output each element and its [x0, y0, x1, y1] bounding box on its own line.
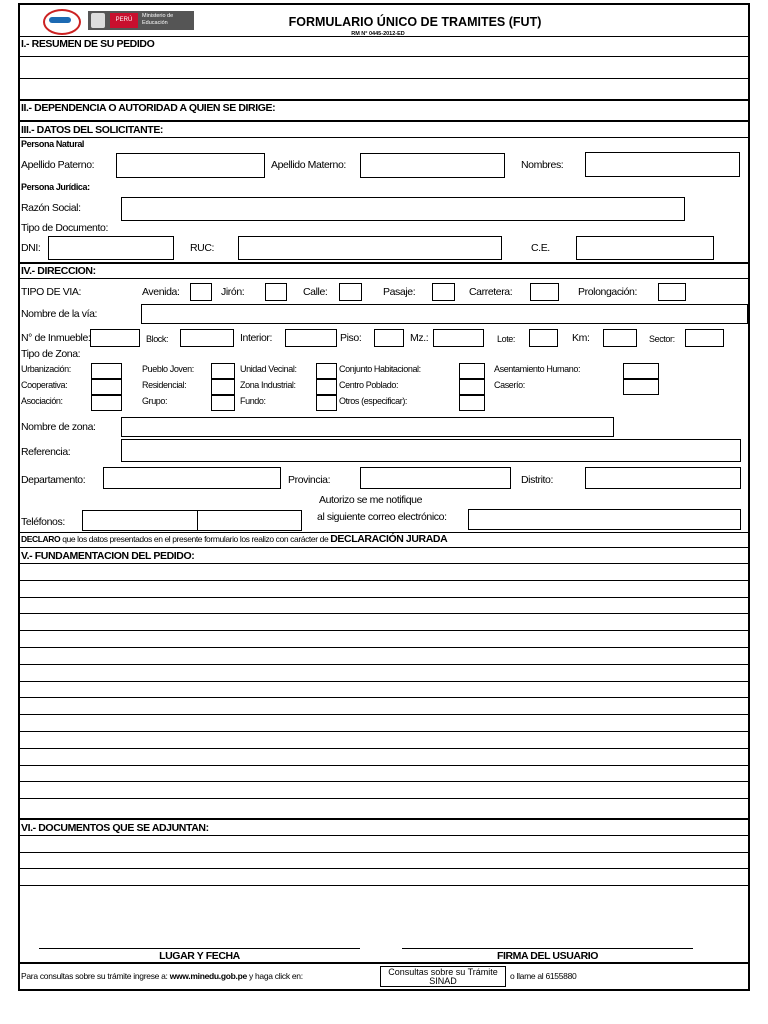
ruled-line — [19, 597, 749, 598]
email-field[interactable] — [468, 509, 741, 530]
asentamiento-checkbox[interactable] — [623, 363, 659, 379]
pasaje-checkbox[interactable] — [432, 283, 455, 301]
calle-label: Calle: — [303, 286, 328, 298]
pasaje-label: Pasaje: — [383, 286, 416, 298]
urbanizacion-label: Urbanización: — [21, 364, 71, 374]
ruled-line — [19, 563, 749, 564]
centro-poblado-label: Centro Poblado: — [339, 380, 399, 390]
section-3-title: III.- DATOS DEL SOLICITANTE: — [21, 124, 164, 136]
minedu-link[interactable]: www.minedu.gob.pe — [169, 971, 247, 981]
lugar-fecha-label: LUGAR Y FECHA — [159, 950, 240, 962]
nombre-zona-label: Nombre de zona: — [21, 421, 96, 433]
ruled-line — [19, 765, 749, 766]
ruled-line — [19, 835, 749, 836]
section-5-title: V.- FUNDAMENTACION DEL PEDIDO: — [21, 550, 195, 562]
mz-field[interactable] — [433, 329, 484, 347]
lugar-fecha-line — [39, 948, 360, 949]
block-field[interactable] — [180, 329, 234, 347]
distrito-field[interactable] — [585, 467, 741, 489]
centro-poblado-checkbox[interactable] — [459, 379, 485, 395]
ministry-label: Ministerio de Educación — [142, 13, 174, 26]
nombre-via-field[interactable] — [141, 304, 748, 324]
unidad-vecinal-checkbox[interactable] — [316, 363, 337, 379]
jiron-label: Jirón: — [221, 286, 245, 298]
apellido-materno-label: Apellido Materno: — [271, 159, 346, 171]
firma-line — [402, 948, 693, 949]
conjunto-hab-checkbox[interactable] — [459, 363, 485, 379]
phone-text: o llame al 6155880 — [510, 971, 577, 981]
prolongacion-label: Prolongación: — [578, 286, 638, 298]
declaracion-jurada-text: DECLARO que los datos presentados en el presente formulario los realizo con carácter de DECLARACIÓN JURADA — [21, 533, 448, 545]
urbanizacion-checkbox[interactable] — [91, 363, 122, 379]
cooperativa-label: Cooperativa: — [21, 380, 68, 390]
section-6-title: VI.- DOCUMENTOS QUE SE ADJUNTAN: — [21, 822, 209, 834]
provincia-label: Provincia: — [288, 474, 331, 486]
page-title: FORMULARIO ÚNICO DE TRAMITES (FUT) — [288, 15, 542, 29]
fundo-label: Fundo: — [240, 396, 266, 406]
asentamiento-label: Asentamiento Humano: — [494, 364, 581, 374]
zona-industrial-checkbox[interactable] — [316, 379, 337, 395]
asociacion-label: Asociación: — [21, 396, 63, 406]
carretera-label: Carretera: — [469, 286, 513, 298]
tipo-documento-label: Tipo de Documento: — [21, 222, 108, 234]
apellido-paterno-field[interactable] — [116, 153, 265, 178]
telefono-field-2[interactable] — [197, 510, 302, 531]
ruled-line — [19, 580, 749, 581]
section-2-title: II.- DEPENDENCIA O AUTORIDAD A QUIEN SE DIRIGE: — [21, 102, 276, 114]
razon-social-field[interactable] — [121, 197, 685, 221]
nombre-zona-field[interactable] — [121, 417, 614, 437]
calle-checkbox[interactable] — [339, 283, 362, 301]
num-inmueble-field[interactable] — [90, 329, 140, 347]
peru-label: PERÚ — [110, 13, 138, 28]
ruled-line — [19, 697, 749, 698]
referencia-field[interactable] — [121, 439, 741, 462]
nombres-label: Nombres: — [521, 159, 564, 171]
firma-label: FIRMA DEL USUARIO — [496, 950, 599, 962]
sinad-button[interactable]: Consultas sobre su Trámite SINAD — [380, 966, 506, 987]
ruled-line — [19, 647, 749, 648]
ruled-line — [19, 731, 749, 732]
interior-label: Interior: — [240, 332, 272, 344]
apellido-materno-field[interactable] — [360, 153, 505, 178]
minedu-logo — [43, 9, 81, 35]
ruled-line — [19, 681, 749, 682]
jiron-checkbox[interactable] — [265, 283, 287, 301]
grupo-checkbox[interactable] — [211, 395, 235, 411]
block-label: Block: — [146, 334, 169, 344]
prolongacion-checkbox[interactable] — [658, 283, 686, 301]
telefono-field-1[interactable] — [82, 510, 198, 531]
avenida-checkbox[interactable] — [190, 283, 212, 301]
lote-field[interactable] — [529, 329, 558, 347]
ruled-line — [19, 748, 749, 749]
autorizo-label-2: al siguiente correo electrónico: — [317, 511, 447, 523]
piso-field[interactable] — [374, 329, 404, 347]
autorizo-label-1: Autorizo se me notifique — [319, 494, 423, 506]
fundo-checkbox[interactable] — [316, 395, 337, 411]
ruled-line — [19, 630, 749, 631]
persona-natural-label: Persona Natural — [21, 139, 85, 149]
zona-industrial-label: Zona Industrial: — [240, 380, 296, 390]
departamento-label: Departamento: — [21, 474, 86, 486]
num-inmueble-label: N° de Inmueble: — [21, 332, 91, 344]
referencia-label: Referencia: — [21, 446, 71, 458]
sector-label: Sector: — [649, 334, 675, 344]
otros-label: Otros (especificar): — [339, 396, 408, 406]
ruled-line — [19, 613, 749, 614]
ruled-line — [19, 714, 749, 715]
ruc-label: RUC: — [190, 242, 215, 254]
ruled-line — [19, 885, 749, 886]
km-label: Km: — [572, 332, 590, 344]
ruled-line — [19, 781, 749, 782]
tipo-via-label: TIPO DE VIA: — [21, 286, 81, 298]
persona-juridica-label: Persona Jurídica: — [21, 182, 90, 192]
carretera-checkbox[interactable] — [530, 283, 559, 301]
section-1-title: I.- RESUMEN DE SU PEDIDO — [21, 38, 155, 50]
unidad-vecinal-label: Unidad Vecinal: — [240, 364, 297, 374]
conjunto-hab-label: Conjunto Habitacional: — [339, 364, 421, 374]
ruled-line — [19, 852, 749, 853]
distrito-label: Distrito: — [521, 474, 553, 486]
residencial-checkbox[interactable] — [211, 379, 235, 395]
ruled-line — [19, 664, 749, 665]
ce-label: C.E. — [531, 242, 550, 254]
departamento-field[interactable] — [103, 467, 281, 489]
pueblo-joven-checkbox[interactable] — [211, 363, 235, 379]
apellido-paterno-label: Apellido Paterno: — [21, 159, 95, 171]
km-field[interactable] — [603, 329, 637, 347]
ruled-line — [19, 798, 749, 799]
grupo-label: Grupo: — [142, 396, 168, 406]
razon-social-label: Razón Social: — [21, 202, 81, 214]
avenida-label: Avenida: — [142, 286, 180, 298]
pueblo-joven-label: Pueblo Joven: — [142, 364, 194, 374]
ruc-field[interactable] — [238, 236, 502, 260]
ruled-line — [19, 868, 749, 869]
nombre-via-label: Nombre de la vía: — [21, 308, 98, 320]
resumen-line-2[interactable] — [21, 79, 747, 99]
caserio-checkbox[interactable] — [623, 379, 659, 395]
shield-icon — [91, 13, 105, 28]
telefonos-label: Teléfonos: — [21, 516, 65, 528]
rm-number: RM N° 0445-2012-ED — [351, 31, 405, 37]
peru-ministry-logo — [88, 11, 194, 30]
asociacion-checkbox[interactable] — [91, 395, 122, 411]
section-4-title: IV.- DIRECCION: — [21, 265, 96, 277]
lote-label: Lote: — [497, 334, 516, 344]
dni-field[interactable] — [48, 236, 174, 260]
otros-checkbox[interactable] — [459, 395, 485, 411]
tipo-zona-label: Tipo de Zona: — [21, 348, 81, 360]
piso-label: Piso: — [340, 332, 362, 344]
consultas-text: Para consultas sobre su trámite ingrese a: www.minedu.gob.pe y haga click en: — [21, 971, 303, 981]
dni-label: DNI: — [21, 242, 41, 254]
resumen-line-1[interactable] — [21, 58, 747, 78]
mz-label: Mz.: — [410, 332, 429, 344]
caserio-label: Caserío: — [494, 380, 525, 390]
ce-field[interactable] — [576, 236, 714, 260]
sector-field[interactable] — [685, 329, 724, 347]
residencial-label: Residencial: — [142, 380, 187, 390]
interior-field[interactable] — [285, 329, 337, 347]
provincia-field[interactable] — [360, 467, 511, 489]
nombres-field[interactable] — [585, 152, 740, 177]
cooperativa-checkbox[interactable] — [91, 379, 122, 395]
